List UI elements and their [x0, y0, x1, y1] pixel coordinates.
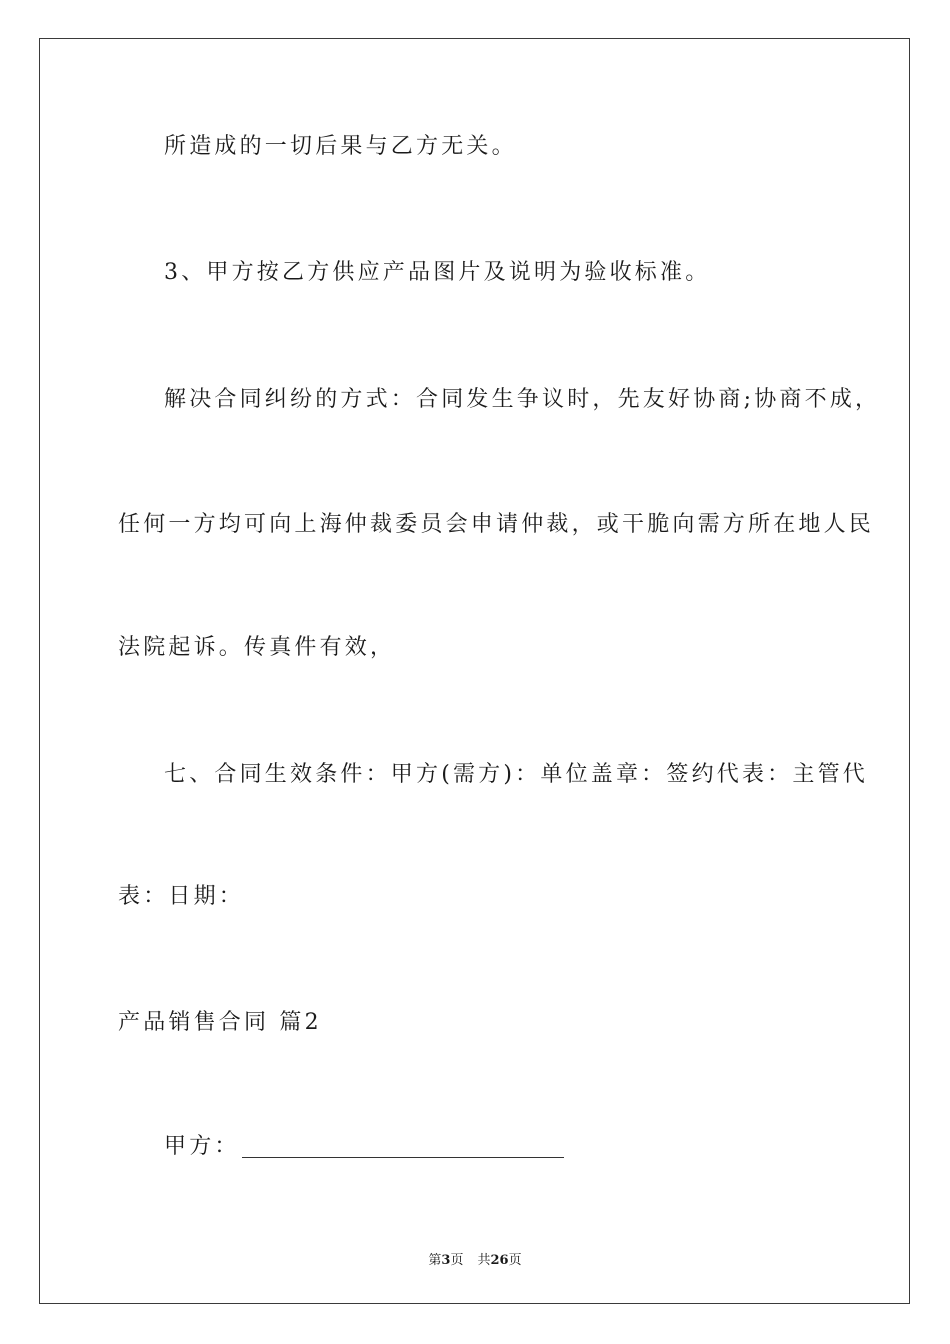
paragraph-effective-conditions: 七、合同生效条件：甲方(需方)：单位盖章：签约代表：主管代: [164, 762, 868, 787]
section-heading: 产品销售合同 篇2: [118, 1010, 322, 1035]
page-number: 3: [441, 1253, 451, 1268]
total-prefix: 共: [477, 1253, 491, 1268]
paragraph-effective-conditions-cont: 表：日期：: [118, 884, 245, 909]
paragraph-consequence: 所造成的一切后果与乙方无关。: [164, 134, 517, 159]
party-a-label: 甲方：: [164, 1134, 240, 1159]
page-prefix: 第: [428, 1253, 442, 1268]
paragraph-dispute-resolution-cont: 任何一方均可向上海仲裁委员会申请仲裁，或干脆向需方所在地人民: [118, 512, 875, 537]
total-suffix: 页: [508, 1253, 522, 1268]
paragraph-dispute-resolution: 解决合同纠纷的方式：合同发生争议时，先友好协商;协商不成，: [164, 387, 881, 412]
party-a-line: [164, 1136, 564, 1158]
page-border: [39, 38, 910, 1304]
page-suffix: 页: [450, 1253, 464, 1268]
paragraph-acceptance-standard: 3、甲方按乙方供应产品图片及说明为验收标准。: [164, 260, 711, 285]
paragraph-dispute-resolution-end: 法院起诉。传真件有效，: [118, 635, 396, 660]
page-footer: [0, 1249, 950, 1268]
total-pages: 26: [490, 1253, 509, 1268]
party-a-blank-field: [242, 1137, 564, 1158]
